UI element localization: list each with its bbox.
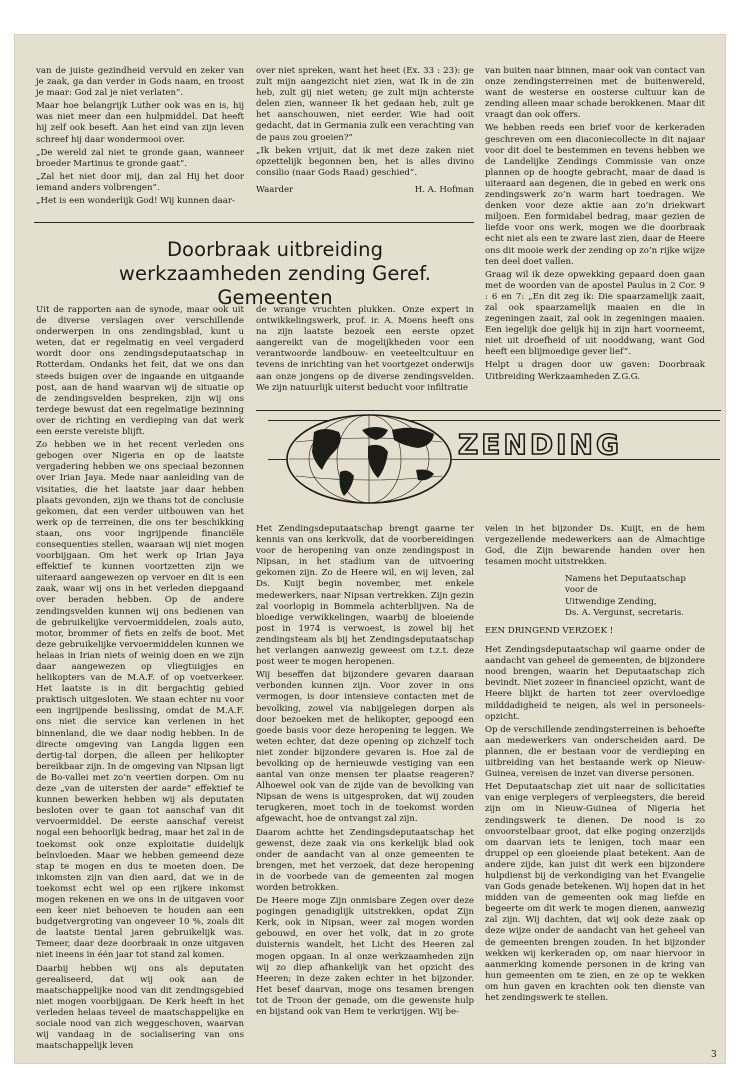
article-col-1 bbox=[36, 305, 244, 1052]
paragraph: Graag wil ik deze opwekking gepaard doen gaan met de woorden van de apostel Paulus in 2 Cor. 9 : 6 en 7: „En dit zeg ik: Die spaarzamelijk zaait, zal ook spaarzamelijk maaien en die in zegeningen zaait, zal ook in zegeningen maaien. Een iegelijk doe gelijk hij in zijn hart voorneemt, niet uit droefheid of uit nooddwang, want God heeft een blijmoedige gever lief”. bbox=[485, 269, 705, 358]
paragraph: Daarbij hebben wij ons als deputaten gerealiseerd, dat wij ook aan de maatschappelijke nood van dit zendingsgebied niet mogen voorbijgaan. De Kerk heeft in het verleden helaas teveel de maatschappelijke en sociale nood van zich weggeschoven, waarvan wij vandaag in de socialisering van ons maatschappelijk leven bbox=[36, 963, 244, 1052]
quote: „De wereld zal niet te gronde gaan, wanneer broeder Martinus te gronde gaat”. bbox=[36, 147, 244, 169]
verzoek-section bbox=[485, 626, 705, 1004]
paragraph: Maar hoe belangrijk Luther ook was en is, hij was niet meer dan een hulpmiddel. Dat heeft hij zelf ook beseft. Aan het eind van zijn leven schreef hij daar wondermooi over. bbox=[36, 101, 244, 145]
paragraph: Het Zendingsdeputaatschap wil gaarne onder de aandacht van geheel de gemeenten, de bijzondere nood brengen, waarin het Deputaatschap zich bevindt. Niet zozeer in financieel opzicht, want de Heere blijkt de harten tot zeer overvloedige milddadigheid te neigen, als wel in personeels-opzicht. bbox=[485, 645, 705, 722]
signature-author: H. A. Hofman bbox=[414, 184, 474, 195]
globe-icon bbox=[284, 412, 454, 506]
paragraph: Wij beseffen dat bijzondere gevaren daaraan verbonden kunnen zijn. Voor zover in ons vermogen, is door intensieve contacten met de bevolking, zowel via nabijgelegen dorpen als door bezoeken met de helikopter, gepoogd een goede basis voor deze heropening te leggen. We weten echter, dat deze opening op zichzelf toch niet zonder bijzondere gevaren is. Hoe zal de bevolking op de hernieuwde vestiging van een aantal van onze mensen ter plaatse reageren? Alhoewel ook van de zijde van de bevolking van Nipsan de wens is uitgesproken, dat wij zouden terugkeren, moet toch in de toekomst worden afgewacht, hoe de ontvangst zal zijn. bbox=[256, 670, 474, 825]
paragraph: De Heere moge Zijn onmisbare Zegen over deze pogingen genadiglijk uitstrekken, opdat Zijn Kerk, ook in Nipsan, weer zal mogen worden gebouwd, en over het volk, dat in zo grote duisternis wandelt, het Licht des Heeren zal mogen opgaan. In al onze werkzaamheden zijn wij zo diep afhankelijk van het opzicht des Heeren; in deze zaken echter in het bijzonder. Het besef daarvan, moge ons tesamen brengen tot de Troon der genade, om die gewenste hulp en bijstand ook van Hem te verkrijgen. Wij be- bbox=[256, 896, 474, 1018]
signature-line: Uitwendige Zending, bbox=[565, 596, 657, 607]
zending-col-right bbox=[485, 524, 705, 619]
zending-title: ZENDING bbox=[458, 428, 622, 461]
article-headline: Doorbraak uitbreiding werkzaamheden zending Geref. Gemeenten bbox=[118, 238, 432, 309]
paragraph: Helpt u dragen door uw gaven: Doorbraak Uitbreiding Werkzaamheden Z.G.G. bbox=[485, 360, 705, 382]
paragraph: Het Zendingsdeputaatschap brengt gaarne ter kennis van ons kerkvolk, dat de voorbereidingen voor de heropening van onze zendingspost in Nipsan, in het stadium van de uitvoering gekomen zijn. Zo de Heere wil, en wij leven, zal Ds. Kuijt begin november, met enkele medewerkers, naar Nipsan vertrekken. Zijn gezin zal voorlopig in Bommela achterblijven. Na de bloedige verwikkelingen, waarbij de bloeiende post in 1974 is verwoest, is zowel bij het zendingsteam als bij het Zendingsdeputaatschap het verlangen aanwezig geweest om t.z.t. deze post weer te mogen heropenen. bbox=[256, 524, 474, 668]
paragraph: Uit de rapporten aan de synode, maar ook uit de diverse verslagen over verschillende onderwerpen in ons zendingsblad, kunt u weten, dat er regelmatig en veel vergaderd wordt door ons zendingsdeputaatschap in Rotterdam. Ondanks het feit, dat we ons dan steeds buigen over de ingaande en uitgaande post, aan de hand waarvan wij de situatie op de zendingsvelden bespreken, zijn wij ons terdege bewust dat een regelmatige bezinning over de richting en verdieping van dat werk een eerste vereiste blijft. bbox=[36, 305, 244, 438]
signature-place: Waarder bbox=[256, 184, 294, 195]
signature-line: Ds. A. Vergunst, secretaris. bbox=[565, 607, 685, 618]
paragraph: van buiten naar binnen, maar ook van contact van onze zendingsterreinen met de buitenwereld, want de westerse en oosterse cultuur kan de zending alleen maar schade berokkenen. Maar dit vraagt dan ook offers. bbox=[485, 66, 705, 121]
quote: „Het is een wonderlijk God! Wij kunnen daar- bbox=[36, 196, 235, 207]
divider bbox=[256, 410, 721, 411]
page-number: 3 bbox=[711, 1050, 717, 1060]
divider bbox=[34, 222, 474, 223]
paragraph: Zo hebben we in het recent verleden ons gebogen over Nigeria en op de laatste vergadering hebben we ons speciaal bezonnen over Irian Jaya. Mede naar aanleiding van de visitaties, die het laatste jaar daar hebben plaats gevonden, zijn we thans tot de conclusie gekomen, dat een verder uitbouwen van het werk op de terreinen, die ons ter beschikking staan, ons voor ingrijpende financiële consequenties stellen, waaraan wij niet mogen voorbijgaan. Om het werk op Irian Jaya effektief te kunnen voortzetten zijn we uiteraard aangewezen op vervoer en dit is een zaak, waar wij ons in het verleden diepgaand over beraden hebben. Op de andere zendingsvelden kunnen wij ons bedienen van de gebruikelijke vervoermiddelen, zoals auto, motor, brommer of fiets en zelfs de boot. Met deze gebruikelijke vervoermiddelen kunnen we helaas in Irian niets of weinig doen en we zijn daar aangewezen op vliegtuigjes en helikopters van de M.A.F. of op voetverkeer. Het laatste is in dit bergachtig gebied praktisch uitgesloten. We staan echter nu voor een ingrijpende beslissing, omdat de M.A.F. ons niet die service kan verlenen in het binnenland, die we daar nodig hebben. In de directe omgeving van Langda liggen een dertig-tal dorpen, die alleen per helikopter bereikbaar zijn. In de omgeving van Nipsan ligt de Bo-vallei met zo’n veertien dorpen. Om nu deze „van de uitersten der aarde” effektief te kunnen bewerken hebben wij als deputaten besloten over te gaan tot aanschaf van dit vervoermiddel. De eerste aanschaf vereist nogal een behoorlijk bedrag, maar het zal in de toekomst ook onze exploitatie duidelijk beïnvloeden. Maar we hebben gemeend deze stap te mogen en dus te moeten doen. De inkomsten zijn van dien aard, dat we in de toekomst echt wel op een rijkere inkomst mogen rekenen en we ons in de uitgaven voor een keer niet behoeven te houden aan een budgetvergroting van ongeveer 10 %, zoals dit de laatste tiental jaren gebruikelijk was. Temeer, daar deze doorbraak in onze uitgaven niet ineens in één jaar tot stand zal komen. bbox=[36, 440, 244, 961]
paragraph: van de juiste gezindheid vervuld en zeker van je zaak, ga dan verder in Gods naam, en troost je maar: God zal je niet verlaten”. bbox=[36, 66, 244, 99]
section-title: EEN DRINGEND VERZOEK ! bbox=[485, 626, 614, 636]
top-col-3 bbox=[485, 66, 705, 383]
top-col-2 bbox=[256, 66, 474, 196]
top-col-1 bbox=[36, 66, 244, 207]
paragraph: We hebben reeds een brief voor de kerkeraden geschreven om een diaconiecollecte in dit najaar voor dit doel te bestemmen en tevens hebben we de Landelijke Zendings Commissie van onze plannen op de hoogte gebracht, maar de daad is uiteraard aan degenen, die in gebed en werk ons zendingswerk zo’n warm hart toedragen. We denken voor deze aktie aan zo’n driekwart miljoen. Een formidabel bedrag, maar gezien de liefde voor ons werk, mogen we die doorbraak echt niet als een te zware last zien, daar de Heere ons dit mooie werk der zending op zo’n rijke wijze ten deel doet vallen. bbox=[485, 123, 705, 267]
article-col-2 bbox=[256, 305, 474, 394]
paragraph: Daarom achtte het Zendingsdeputaatschap het gewenst, deze zaak via ons kerkelijk blad ook onder de aandacht van al onze gemeenten te brengen, met het verzoek, dat deze heropening in de voorbede van de gemeenten zal mogen worden betrokken. bbox=[256, 827, 474, 893]
paragraph: Het Deputaatschap ziet uit naar de sollicitaties van enige verplegers of verpleegsters, die bereid zijn om in Nieuw-Guinea of Nigeria het zendingswerk te dienen. De nood is zo onvoorstelbaar groot, dat elke poging onzerzijds om daarvan iets te lenigen, toch maar een druppel op een gloeiende plaat betekent. Aan de andere zijde, kan juist dit werk een bijzondere hulpdienst bij de verkondiging van het Evangelie van Gods genade betekenen. Wij hopen dat in het midden van de gemeenten ook mag liefde en begeerte om dit werk te mogen dienen, aanwezig zal zijn. Wij dachten, dat wij ook deze zaak op deze wijze onder de aandacht van het geheel van de gemeenten brengen zouden. In het bijzonder wekken wij kerkeraden op, om naar hiervoor in aanmerking komende personen in de kring van hun gemeenten om te zien, en ze op te wekken om hun gaven en krachten ook ten dienste van het zendingswerk te stellen. bbox=[485, 782, 705, 1003]
author-signature bbox=[256, 185, 474, 196]
paragraph: de wrange vruchten plukken. Onze expert in ontwikkelingswerk, prof. ir. A. Moens heeft ons na zijn laatste bezoek een eerste opzet aangereikt van de mogelijkheden voor een verantwoorde landbouw- en veeteeltcultuur en tevens de inrichting van het voortgezet onderwijs aan onze jongens op de diverse zendingsvelden. We zijn natuurlijk uiterst beducht voor infiltratie bbox=[256, 305, 474, 393]
zending-col-mid bbox=[256, 524, 474, 1018]
paragraph: over niet spreken, want het heet (Ex. 33 : 23): ge zult mijn aangezicht niet zien, wat Ik in de zin heb, zult gij niet weten; ge zult mijn achterste delen zien, wanneer Ik het gedaan heb, zult ge het aanschouwen, niet eerder. Wie had ooit gedacht, dat in Germania zulk een verachting van de paus zou groeien?” bbox=[256, 66, 474, 143]
paragraph: Op de verschillende zendingsterreinen is behoefte aan medewerkers van onderscheiden aard. De plannen, die er bestaan voor de verdieping en uitbreiding van het bestaande werk op Nieuw-Guinea, vereisen de inzet van diverse personen. bbox=[485, 724, 705, 780]
zending-signature bbox=[485, 574, 705, 618]
signature-line: Namens het Deputaatschap voor de bbox=[565, 574, 686, 596]
quote: „Ik beken vrijuit, dat ik met deze zaken niet opzettelijk begonnen ben, het is alles divino consilio (naar Gods Raad) geschied”. bbox=[256, 145, 474, 178]
quote: „Zal het niet door mij, dan zal Hij het door iemand anders volbrengen”. bbox=[36, 171, 244, 193]
paragraph: velen in het bijzonder Ds. Kuijt, en de hem vergezellende medewerkers aan de Almachtige God, die Zijn bewarende handen over hen tesamen mocht uitstrekken. bbox=[485, 524, 705, 568]
